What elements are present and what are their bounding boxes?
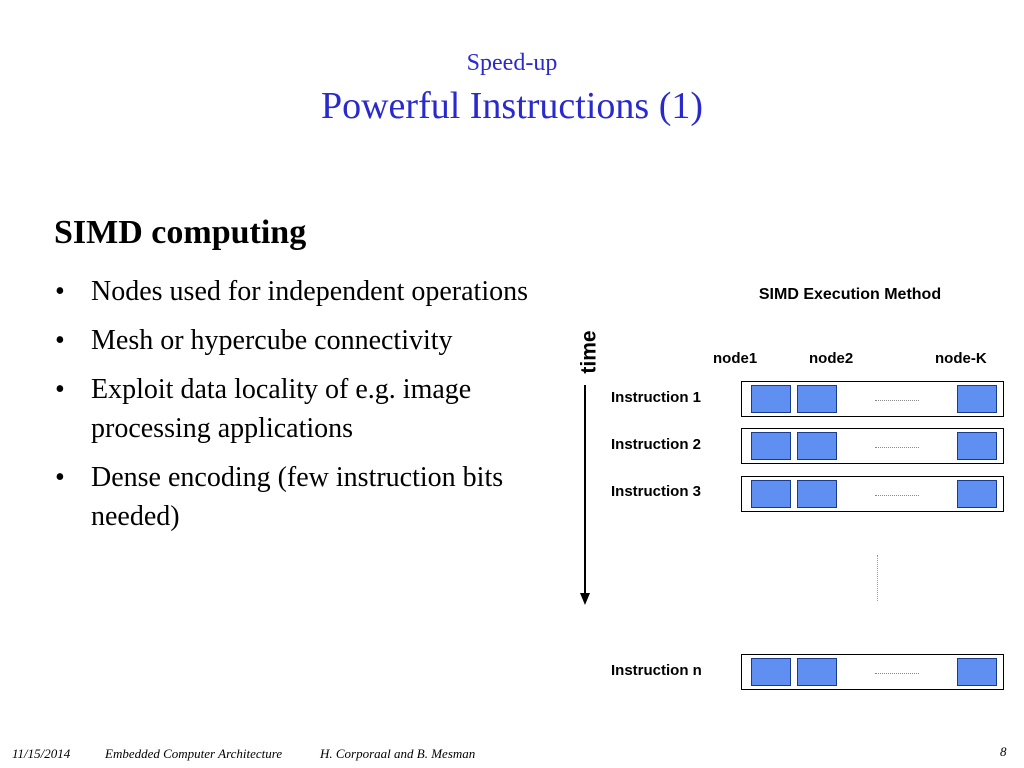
time-label-text: time (577, 330, 601, 374)
instruction-label-2: Instruction 2 (611, 436, 702, 453)
ellipsis-dots (875, 400, 919, 401)
node-label-k: node-K (935, 350, 987, 367)
instruction-label-n: Instruction n (611, 662, 702, 679)
slide-subtitle: Speed-up (466, 50, 558, 76)
node-cell (957, 432, 997, 460)
list-item (55, 370, 555, 448)
ellipsis-dots (875, 447, 919, 448)
vertical-ellipsis-dots (877, 555, 878, 601)
ellipsis-dots (875, 495, 919, 496)
node-label-2: node2 (809, 350, 854, 367)
node-cell (957, 385, 997, 413)
footer-course: Embedded Computer Architecture (105, 746, 283, 761)
bullet-text: Exploit data locality of e.g. image processing applications (91, 374, 472, 444)
list-item (55, 272, 555, 311)
node-cell (797, 432, 837, 460)
bullet-text: Mesh or hypercube connectivity (91, 325, 453, 356)
bullet-icon: • (55, 276, 65, 307)
list-item (55, 321, 555, 360)
bullet-list (55, 272, 555, 546)
footer-date: 11/15/2014 (12, 746, 71, 761)
node-cell (797, 385, 837, 413)
instruction-row-1 (741, 381, 1004, 417)
bullet-icon: • (55, 325, 65, 356)
bullet-text: Nodes used for independent operations (91, 276, 528, 307)
page-number: 8 (1000, 744, 1007, 759)
instruction-row-3 (741, 476, 1004, 512)
instruction-row-n (741, 654, 1004, 690)
instruction-label-1: Instruction 1 (611, 389, 702, 406)
time-label (574, 328, 604, 378)
bullet-icon: • (55, 462, 65, 493)
instruction-label-3: Instruction 3 (611, 483, 702, 500)
footer-authors: H. Corporaal and B. Mesman (320, 746, 476, 761)
time-axis-arrow (578, 385, 594, 607)
diagram-title: SIMD Execution Method (758, 286, 942, 303)
node-cell (751, 480, 791, 508)
time-axis-arrowhead (580, 593, 590, 605)
node-cell (957, 658, 997, 686)
node-cell (751, 658, 791, 686)
section-heading: SIMD computing (54, 214, 307, 251)
node-cell (751, 432, 791, 460)
node-cell (957, 480, 997, 508)
bullet-icon: • (55, 374, 65, 405)
node-cell (797, 658, 837, 686)
node-label-1: node1 (713, 350, 758, 367)
node-cell (797, 480, 837, 508)
list-item (55, 458, 555, 536)
slide-title: Powerful Instructions (1) (320, 85, 704, 127)
node-cell (751, 385, 791, 413)
ellipsis-dots (875, 673, 919, 674)
bullet-text: Dense encoding (few instruction bits needed) (91, 462, 504, 532)
instruction-row-2 (741, 428, 1004, 464)
